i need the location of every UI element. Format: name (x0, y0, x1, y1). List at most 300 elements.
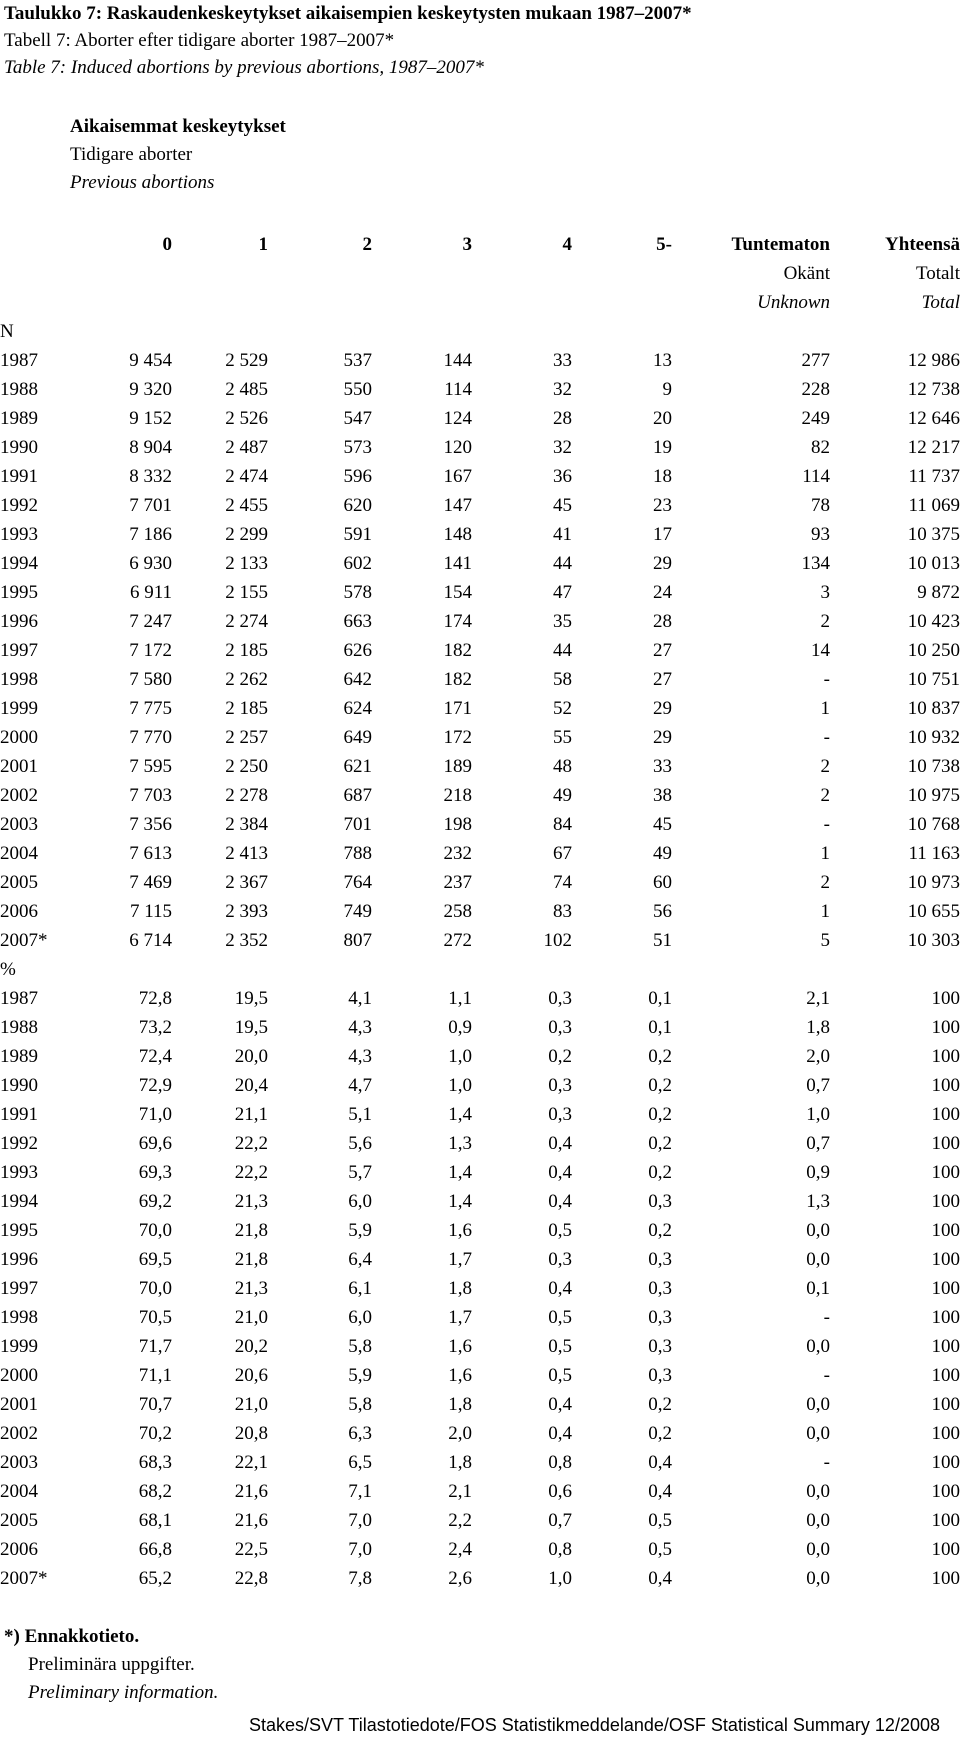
year-cell: 1997 (0, 640, 38, 661)
value-cell: 70,0 (138, 1220, 172, 1241)
value-cell: 7 186 (129, 524, 172, 545)
value-cell: 4,3 (348, 1046, 372, 1067)
header-stub-cell (0, 230, 60, 259)
year-cell: 1993 (0, 1162, 38, 1183)
value-cell: 0,3 (648, 1249, 672, 1270)
value-cell: 2 (820, 872, 830, 893)
value-cell: 33 (553, 350, 572, 371)
value-cell: 56 (653, 901, 672, 922)
value-cell: 10 975 (907, 785, 960, 806)
value-cell: 9 152 (129, 408, 172, 429)
year-cell: 2003 (0, 814, 38, 835)
value-cell: 100 (931, 1423, 960, 1444)
year-cell: 2000 (0, 727, 38, 748)
value-cell: 237 (443, 872, 472, 893)
value-cell: 74 (553, 872, 572, 893)
table-row (0, 1274, 960, 1303)
value-cell: 7 356 (129, 814, 172, 835)
value-cell: 1,1 (448, 988, 472, 1009)
value-cell: 7,0 (348, 1539, 372, 1560)
year-cell: 1987 (0, 350, 38, 371)
value-cell: 20,4 (234, 1075, 268, 1096)
table-row (0, 1100, 960, 1129)
value-cell: 2 526 (225, 408, 268, 429)
table-row (0, 607, 960, 636)
value-cell: 2 (820, 756, 830, 777)
value-cell: - (823, 814, 830, 835)
stub-header-finnish: Aikaisemmat keskeytykset (70, 116, 286, 137)
value-cell: 5,7 (348, 1162, 372, 1183)
value-cell: 72,8 (138, 988, 172, 1009)
value-cell: 67 (553, 843, 572, 864)
value-cell: 70,0 (138, 1278, 172, 1299)
value-cell: 55 (553, 727, 572, 748)
value-cell: 9 (662, 379, 672, 400)
stub-header (70, 113, 286, 197)
value-cell: 2 185 (225, 640, 268, 661)
value-cell: 29 (653, 727, 672, 748)
year-cell: 2002 (0, 785, 38, 806)
value-cell: 182 (443, 640, 472, 661)
value-cell: 49 (553, 785, 572, 806)
value-cell: 33 (653, 756, 672, 777)
table-row (0, 752, 960, 781)
value-cell: 172 (443, 727, 472, 748)
section-row (0, 317, 960, 346)
table-row (0, 549, 960, 578)
value-cell: 100 (931, 1249, 960, 1270)
value-cell: 0,0 (806, 1539, 830, 1560)
value-cell: 0,0 (806, 1249, 830, 1270)
value-cell: 2 529 (225, 350, 268, 371)
value-cell: 7 701 (129, 495, 172, 516)
table-row (0, 1071, 960, 1100)
value-cell: 60 (653, 872, 672, 893)
year-cell: 1991 (0, 1104, 38, 1125)
value-cell: 649 (343, 727, 372, 748)
table-header (0, 230, 960, 317)
value-cell: 38 (653, 785, 672, 806)
value-cell: 2,1 (448, 1481, 472, 1502)
value-cell: 19,5 (234, 1017, 268, 1038)
value-cell: 100 (931, 1075, 960, 1096)
value-cell: 0,7 (806, 1133, 830, 1154)
value-cell: 3 (820, 582, 830, 603)
value-cell: 21,0 (234, 1307, 268, 1328)
value-cell: 2 455 (225, 495, 268, 516)
value-cell: 10 423 (907, 611, 960, 632)
table-row (0, 520, 960, 549)
value-cell: 626 (343, 640, 372, 661)
value-cell: 7 247 (129, 611, 172, 632)
value-cell: 6 911 (129, 582, 172, 603)
value-cell: 2 299 (225, 524, 268, 545)
value-cell: 66,8 (138, 1539, 172, 1560)
value-cell: 621 (343, 756, 372, 777)
value-cell: 6,5 (348, 1452, 372, 1473)
value-cell: 249 (801, 408, 830, 429)
value-cell: 100 (931, 1133, 960, 1154)
title-swedish: Tabell 7: Aborter efter tidigare aborter 1987–2007* (4, 30, 395, 51)
value-cell: 0,4 (548, 1278, 572, 1299)
table-row (0, 694, 960, 723)
value-cell: 0,8 (548, 1539, 572, 1560)
value-cell: 2 352 (225, 930, 268, 951)
value-cell: 100 (931, 1278, 960, 1299)
value-cell: - (823, 1365, 830, 1386)
value-cell: 2 (820, 785, 830, 806)
value-cell: 100 (931, 1307, 960, 1328)
year-cell: 2007* (0, 1568, 48, 1589)
value-cell: 7,1 (348, 1481, 372, 1502)
value-cell: 11 069 (908, 495, 960, 516)
value-cell: 6 714 (129, 930, 172, 951)
value-cell: 0,1 (806, 1278, 830, 1299)
value-cell: 100 (931, 1104, 960, 1125)
table-row (0, 1187, 960, 1216)
value-cell: 0,1 (648, 988, 672, 1009)
year-cell: 2004 (0, 1481, 38, 1502)
data-table (0, 230, 960, 1593)
value-cell: 51 (653, 930, 672, 951)
value-cell: 0,3 (648, 1365, 672, 1386)
value-cell: 2,1 (806, 988, 830, 1009)
value-cell: 7 775 (129, 698, 172, 719)
value-cell: 100 (931, 1162, 960, 1183)
value-cell: 749 (343, 901, 372, 922)
value-cell: 171 (443, 698, 472, 719)
value-cell: 2,2 (448, 1510, 472, 1531)
value-cell: 69,6 (138, 1133, 172, 1154)
value-cell: 44 (553, 640, 572, 661)
value-cell: 602 (343, 553, 372, 574)
year-cell: 2005 (0, 1510, 38, 1531)
column-header: 0 (162, 234, 172, 255)
value-cell: 1 (820, 698, 830, 719)
value-cell: 10 751 (907, 669, 960, 690)
value-cell: 7 172 (129, 640, 172, 661)
value-cell: 0,4 (548, 1133, 572, 1154)
value-cell: 49 (653, 843, 672, 864)
value-cell: 21,6 (234, 1510, 268, 1531)
year-cell: 1988 (0, 379, 38, 400)
table-row (0, 1477, 960, 1506)
value-cell: 5,9 (348, 1365, 372, 1386)
value-cell: 6,0 (348, 1307, 372, 1328)
value-cell: 78 (811, 495, 830, 516)
value-cell: 100 (931, 1191, 960, 1212)
value-cell: 45 (653, 814, 672, 835)
table-row (0, 1332, 960, 1361)
year-cell: 1994 (0, 1191, 38, 1212)
value-cell: 19 (653, 437, 672, 458)
value-cell: 10 375 (907, 524, 960, 545)
value-cell: 72,4 (138, 1046, 172, 1067)
value-cell: 7 580 (129, 669, 172, 690)
value-cell: 0,0 (806, 1394, 830, 1415)
table-row (0, 926, 960, 955)
section-row (0, 955, 960, 984)
value-cell: 1,0 (448, 1046, 472, 1067)
value-cell: 2 393 (225, 901, 268, 922)
value-cell: 0,1 (648, 1017, 672, 1038)
table-row (0, 1303, 960, 1332)
year-cell: 2003 (0, 1452, 38, 1473)
value-cell: 11 737 (908, 466, 960, 487)
value-cell: 71,0 (138, 1104, 172, 1125)
value-cell: 0,3 (548, 1249, 572, 1270)
value-cell: 48 (553, 756, 572, 777)
value-cell: 0,3 (548, 1017, 572, 1038)
value-cell: 2,6 (448, 1568, 472, 1589)
value-cell: 73,2 (138, 1017, 172, 1038)
value-cell: 93 (811, 524, 830, 545)
value-cell: 14 (811, 640, 830, 661)
value-cell: 1,0 (806, 1104, 830, 1125)
value-cell: 21,8 (234, 1249, 268, 1270)
value-cell: 100 (931, 1365, 960, 1386)
year-cell: 1998 (0, 669, 38, 690)
value-cell: 70,7 (138, 1394, 172, 1415)
value-cell: 1,8 (806, 1017, 830, 1038)
value-cell: 21,3 (234, 1278, 268, 1299)
value-cell: 189 (443, 756, 472, 777)
value-cell: 0,4 (548, 1394, 572, 1415)
value-cell: 0,3 (548, 1075, 572, 1096)
value-cell: 65,2 (138, 1568, 172, 1589)
value-cell: 1,3 (806, 1191, 830, 1212)
value-cell: 0,4 (548, 1423, 572, 1444)
value-cell: 70,2 (138, 1423, 172, 1444)
value-cell: - (823, 669, 830, 690)
value-cell: 1 (820, 901, 830, 922)
value-cell: 10 738 (907, 756, 960, 777)
year-cell: 1991 (0, 466, 38, 487)
title-finnish: Taulukko 7: Raskaudenkeskeytykset aikaisempien keskeytysten mukaan 1987–2007* (4, 3, 692, 24)
value-cell: 100 (931, 1017, 960, 1038)
value-cell: 1,8 (448, 1278, 472, 1299)
value-cell: 100 (931, 1510, 960, 1531)
table-row (0, 810, 960, 839)
column-header: Tuntematon (731, 234, 830, 255)
title-english: Table 7: Induced abortions by previous abortions, 1987–2007* (4, 57, 484, 78)
column-header (572, 259, 672, 288)
value-cell: 7 770 (129, 727, 172, 748)
value-cell: 663 (343, 611, 372, 632)
year-cell: 2000 (0, 1365, 38, 1386)
year-cell: 1987 (0, 988, 38, 1009)
value-cell: 10 973 (907, 872, 960, 893)
value-cell: 6 930 (129, 553, 172, 574)
table-row (0, 839, 960, 868)
column-header (372, 288, 472, 317)
value-cell: 22,2 (234, 1162, 268, 1183)
column-header (268, 288, 372, 317)
value-cell: 58 (553, 669, 572, 690)
table-row (0, 462, 960, 491)
value-cell: 1,7 (448, 1307, 472, 1328)
page-footer: Stakes/SVT Tilastotiedote/FOS Statistikmeddelande/OSF Statistical Summary 12/2008 (249, 1715, 940, 1735)
value-cell: 100 (931, 1220, 960, 1241)
value-cell: 13 (653, 350, 672, 371)
value-cell: 218 (443, 785, 472, 806)
stub-header-english: Previous abortions (70, 172, 215, 193)
table-row (0, 1535, 960, 1564)
footnote-english: Preliminary information. (28, 1682, 219, 1703)
value-cell: 24 (653, 582, 672, 603)
value-cell: 28 (553, 408, 572, 429)
value-cell: 84 (553, 814, 572, 835)
value-cell: 20,6 (234, 1365, 268, 1386)
value-cell: 0,4 (648, 1452, 672, 1473)
value-cell: 0,0 (806, 1336, 830, 1357)
value-cell: 5,6 (348, 1133, 372, 1154)
value-cell: 0,7 (548, 1510, 572, 1531)
value-cell: 228 (801, 379, 830, 400)
table-body (0, 317, 960, 1593)
table-row (0, 433, 960, 462)
value-cell: 0,4 (648, 1568, 672, 1589)
value-cell: 5 (820, 930, 830, 951)
value-cell: 27 (653, 640, 672, 661)
value-cell: 20,2 (234, 1336, 268, 1357)
value-cell: 17 (653, 524, 672, 545)
value-cell: 100 (931, 1336, 960, 1357)
table-row (0, 404, 960, 433)
value-cell: - (823, 727, 830, 748)
header-row (0, 288, 960, 317)
value-cell: 0,4 (648, 1481, 672, 1502)
value-cell: 36 (553, 466, 572, 487)
value-cell: 1,0 (548, 1568, 572, 1589)
value-cell: 0,3 (548, 988, 572, 1009)
year-cell: 1992 (0, 495, 38, 516)
value-cell: 1,4 (448, 1162, 472, 1183)
value-cell: 0,4 (548, 1191, 572, 1212)
value-cell: 0,2 (648, 1104, 672, 1125)
table-row (0, 1158, 960, 1187)
table-row (0, 1564, 960, 1593)
value-cell: 0,0 (806, 1423, 830, 1444)
value-cell: 0,5 (548, 1365, 572, 1386)
value-cell: 32 (553, 379, 572, 400)
value-cell: 1 (820, 843, 830, 864)
value-cell: 4,1 (348, 988, 372, 1009)
value-cell: 9 454 (129, 350, 172, 371)
table-row (0, 1506, 960, 1535)
year-cell: 1994 (0, 553, 38, 574)
column-header: 3 (462, 234, 472, 255)
column-header (372, 259, 472, 288)
value-cell: 272 (443, 930, 472, 951)
value-cell: 2,0 (806, 1046, 830, 1067)
value-cell: 258 (443, 901, 472, 922)
column-header (172, 259, 268, 288)
value-cell: 7,0 (348, 1510, 372, 1531)
column-header (60, 259, 172, 288)
table-row (0, 723, 960, 752)
value-cell: 591 (343, 524, 372, 545)
value-cell: 1,6 (448, 1336, 472, 1357)
value-cell: 0,7 (806, 1075, 830, 1096)
value-cell: 167 (443, 466, 472, 487)
value-cell: 5,1 (348, 1104, 372, 1125)
value-cell: 44 (553, 553, 572, 574)
value-cell: 124 (443, 408, 472, 429)
value-cell: 0,2 (648, 1220, 672, 1241)
year-cell: 1997 (0, 1278, 38, 1299)
column-header (172, 288, 268, 317)
value-cell: 2 278 (225, 785, 268, 806)
value-cell: 21,1 (234, 1104, 268, 1125)
value-cell: 2 250 (225, 756, 268, 777)
value-cell: 22,8 (234, 1568, 268, 1589)
value-cell: 1,7 (448, 1249, 472, 1270)
value-cell: 642 (343, 669, 372, 690)
value-cell: 0,5 (548, 1336, 572, 1357)
year-cell: 1996 (0, 1249, 38, 1270)
value-cell: 1,4 (448, 1191, 472, 1212)
column-header: 4 (562, 234, 572, 255)
value-cell: 4,7 (348, 1075, 372, 1096)
value-cell: 10 837 (907, 698, 960, 719)
header-row (0, 230, 960, 259)
column-header (60, 288, 172, 317)
value-cell: 114 (444, 379, 472, 400)
header-stub-cell (0, 288, 60, 317)
value-cell: 69,5 (138, 1249, 172, 1270)
value-cell: 69,3 (138, 1162, 172, 1183)
year-cell: 2002 (0, 1423, 38, 1444)
value-cell: 0,3 (648, 1336, 672, 1357)
value-cell: 0,9 (806, 1162, 830, 1183)
footnote (4, 1622, 218, 1707)
value-cell: 21,0 (234, 1394, 268, 1415)
value-cell: 21,8 (234, 1220, 268, 1241)
value-cell: 114 (802, 466, 830, 487)
value-cell: 10 013 (907, 553, 960, 574)
value-cell: 174 (443, 611, 472, 632)
value-cell: 148 (443, 524, 472, 545)
year-cell: 2004 (0, 843, 38, 864)
year-cell: 1989 (0, 1046, 38, 1067)
value-cell: 2 133 (225, 553, 268, 574)
column-header: Yhteensä (885, 234, 960, 255)
column-header (268, 259, 372, 288)
value-cell: 147 (443, 495, 472, 516)
value-cell: 2 (820, 611, 830, 632)
value-cell: 10 250 (907, 640, 960, 661)
table-row (0, 636, 960, 665)
year-cell: 2001 (0, 1394, 38, 1415)
value-cell: 0,4 (548, 1162, 572, 1183)
value-cell: 71,7 (138, 1336, 172, 1357)
year-cell: 1995 (0, 1220, 38, 1241)
value-cell: 120 (443, 437, 472, 458)
table-row (0, 578, 960, 607)
value-cell: 550 (343, 379, 372, 400)
value-cell: 0,2 (648, 1423, 672, 1444)
value-cell: 573 (343, 437, 372, 458)
column-header: 1 (258, 234, 268, 255)
value-cell: 0,6 (548, 1481, 572, 1502)
table-row (0, 1419, 960, 1448)
year-cell: 2001 (0, 756, 38, 777)
value-cell: 0,3 (648, 1191, 672, 1212)
value-cell: 2 474 (225, 466, 268, 487)
value-cell: 7 469 (129, 872, 172, 893)
value-cell: 20,0 (234, 1046, 268, 1067)
